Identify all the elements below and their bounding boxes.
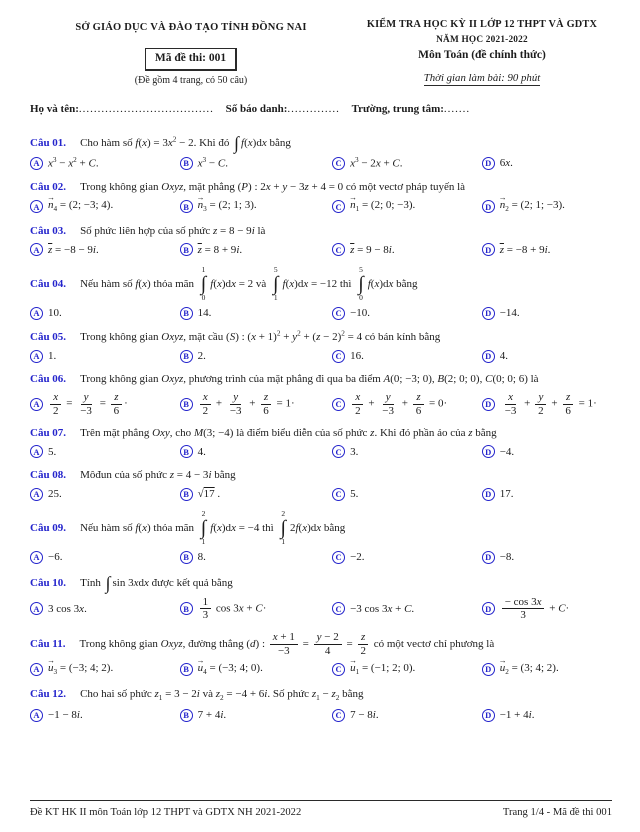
question-options [30, 487, 612, 502]
answer-option [332, 156, 474, 171]
question-stem-row [30, 468, 612, 483]
exam-note: (Đề gồm 4 trang, có 50 câu) [134, 75, 248, 87]
question-options [30, 445, 612, 460]
option-text: −1 + 4i. [499, 708, 535, 721]
option-text: 1. [48, 349, 57, 362]
option-letter-badge: C [332, 243, 345, 256]
question-stem: Cho hàm số $f(x) = 3x^2 - 2$. Khi đó ∫ f(x)dx bằng [80, 132, 291, 153]
answer-option [482, 349, 612, 364]
answer-option [30, 156, 172, 171]
answer-option [180, 445, 324, 460]
option-text: 3. [350, 445, 359, 458]
answer-option [482, 661, 612, 678]
option-text: → $n_3 = (2$; 1; 3). [198, 198, 257, 215]
question-stem-row [30, 631, 612, 657]
question-block [30, 224, 612, 257]
option-letter-badge: B [180, 243, 193, 256]
option-letter-badge: B [180, 602, 193, 615]
answer-option [482, 596, 612, 622]
option-text: −8. [499, 551, 515, 564]
answer-option [332, 708, 474, 723]
option-letter-badge: C [332, 551, 345, 564]
school-dotted-field: ....... [443, 103, 471, 116]
question-block [30, 372, 612, 417]
answer-option [332, 661, 474, 678]
question-block [30, 510, 612, 565]
option-letter-badge: B [180, 350, 193, 363]
answer-option [30, 602, 172, 617]
option-text: 4. [197, 445, 206, 458]
answer-option [332, 487, 474, 502]
question-block [30, 330, 612, 364]
question-options [30, 156, 612, 171]
option-text: −14. [499, 307, 520, 320]
question-options [30, 661, 612, 678]
option-text: $\frac{1}{3}$ cos 3x + C· [198, 596, 267, 622]
answer-option [482, 391, 612, 417]
option-letter-badge: B [180, 445, 193, 458]
option-letter-badge: C [332, 445, 345, 458]
option-text: $\overline{z} = 8 + 9i$. [197, 243, 243, 256]
page-footer [30, 800, 612, 820]
option-letter-badge: A [30, 551, 43, 564]
question-label: Câu 01. [30, 136, 67, 149]
question-stem: Trong không gian Oxyz, mặt phẳng (P) : 2x + y − 3z + 4 = 0 có một vectơ pháp tuyến là [80, 180, 466, 193]
option-text: → $u_2 = (3$; 4; 2). [500, 661, 559, 678]
option-text: → $n_4 = (2$; −3; 4). [48, 198, 113, 215]
option-text: → $n_1 = (2$; 0; −3). [350, 198, 415, 215]
header-left [30, 16, 352, 87]
question-block [30, 468, 612, 501]
question-label: Câu 05. [30, 331, 67, 344]
footer-left-text: Đề KT HK II môn Toán lớp 12 THPT và GDTX NH 2021-2022 [30, 807, 302, 819]
question-options [30, 349, 612, 364]
question-options [30, 596, 612, 622]
option-letter-badge: B [180, 200, 193, 213]
option-text: −1 − 8i. [48, 708, 83, 721]
question-label: Câu 04. [30, 277, 67, 290]
option-letter-badge: D [482, 602, 495, 615]
option-text: → $u_3 = (-3$; 4; 2). [48, 661, 113, 678]
duration-text: Thời gian làm bài: 90 phút [423, 72, 541, 85]
question-block [30, 574, 612, 622]
answer-option [180, 243, 324, 258]
name-label: Họ và tên: [30, 103, 79, 116]
question-stem: Số phức liên hợp của số phức z = 8 − 9i là [80, 225, 266, 238]
question-stem: Trong không gian Oxyz, phương trình của mặt phẳng đi qua ba điểm A(0; −3; 0), B(2; 0; 0), C(0; 0; 6) là [80, 373, 539, 386]
option-letter-badge: D [482, 200, 495, 213]
question-stem-row [30, 687, 612, 704]
option-letter-badge: A [30, 445, 43, 458]
question-block [30, 266, 612, 321]
option-letter-badge: C [332, 602, 345, 615]
page-header [30, 16, 612, 87]
exam-title-line2: NĂM HỌC 2021-2022 [436, 34, 528, 45]
option-letter-badge: B [180, 663, 193, 676]
footer-right-text: Trang 1/4 - Mã đề thi 001 [502, 807, 612, 819]
option-text: 7 + 4i. [197, 708, 227, 721]
option-text: 4. [499, 349, 508, 362]
option-text: −6. [48, 551, 63, 564]
answer-option [332, 550, 474, 565]
answer-option [482, 198, 612, 215]
exam-title-line1: KIỂM TRA HỌC KỲ II LỚP 12 THPT VÀ GDTX [366, 19, 598, 30]
option-letter-badge: C [332, 157, 345, 170]
answer-option [180, 306, 324, 321]
option-letter-badge: C [332, 709, 345, 722]
option-text: 10. [48, 307, 62, 320]
answer-option [332, 306, 474, 321]
option-letter-badge: A [30, 350, 43, 363]
answer-option [30, 550, 172, 565]
option-text: 7 − 8i. [350, 708, 379, 721]
option-text: $\overline{z} = 9 - 8i$. [350, 243, 395, 256]
answer-option [482, 708, 612, 723]
answer-option [30, 198, 172, 215]
option-letter-badge: C [332, 307, 345, 320]
answer-option [482, 445, 612, 460]
option-text: → $u_4 = (-3$; 4; 0). [198, 661, 263, 678]
answer-option [332, 198, 474, 215]
question-stem-row [30, 224, 612, 239]
questions [30, 125, 612, 723]
option-text: $\frac{x}{-3}$ + $\frac{y}{2}$ + $\frac{z}{6}$ = 1· [504, 390, 597, 417]
exam-code-box: Mã đề thi: 001 [145, 48, 237, 71]
option-text: 2. [197, 349, 206, 362]
option-letter-badge: B [180, 157, 193, 170]
question-options [30, 391, 612, 417]
answer-option [332, 349, 474, 364]
question-stem: Cho hai số phức $z_1 = 3 - 2i$ và $z_2 = -4 + 6i$. Số phức $z_1 - z_2$ bằng [80, 688, 364, 703]
option-text: $\overline{z} = -8 + 9i$. [499, 243, 551, 256]
option-text: √17 . [197, 487, 221, 500]
answer-option [332, 602, 474, 617]
option-letter-badge: D [482, 350, 495, 363]
option-letter-badge: C [332, 350, 345, 363]
answer-option [332, 243, 474, 258]
option-text: −4. [499, 445, 515, 458]
option-letter-badge: D [482, 709, 495, 722]
option-letter-badge: D [482, 398, 495, 411]
question-block [30, 134, 612, 171]
question-label: Câu 12. [30, 688, 67, 701]
question-label: Câu 07. [30, 427, 67, 440]
option-letter-badge: A [30, 663, 43, 676]
answer-option [482, 550, 612, 565]
option-text: 16. [350, 349, 364, 362]
option-text: −3 cos 3x + C. [350, 602, 415, 615]
option-text: 17. [499, 487, 514, 500]
question-label: Câu 06. [30, 373, 67, 386]
option-text: 25. [48, 487, 62, 500]
school-label: Trường, trung tâm: [351, 103, 444, 116]
answer-option [482, 156, 612, 171]
question-block [30, 631, 612, 678]
answer-option [30, 661, 172, 678]
answer-option [180, 156, 324, 171]
option-letter-badge: B [180, 307, 193, 320]
answer-option [30, 243, 172, 258]
question-stem-row [30, 510, 612, 546]
answer-option [482, 487, 612, 502]
answer-option [482, 243, 612, 258]
question-stem: Nếu hàm số f(x) thỏa mãn 1 ∫ 0 f(x)dx = 2 và 5 ∫ 1 f(x)dx = −12 thì 5 ∫ 0 f(x)dx bằng [80, 265, 418, 303]
answer-option [30, 349, 172, 364]
option-text: 6x. [499, 157, 513, 170]
option-letter-badge: D [482, 663, 495, 676]
option-text: 14. [197, 307, 212, 320]
answer-option [30, 487, 172, 502]
answer-option [332, 391, 474, 417]
option-text: → $n_2 = (2$; 1; −3). [500, 198, 565, 215]
question-label: Câu 11. [30, 637, 66, 650]
question-options [30, 198, 612, 215]
option-text: 3 cos 3x. [48, 602, 87, 615]
answer-option [180, 661, 324, 678]
question-options [30, 708, 612, 723]
option-text: $\frac{x}{2}$ + $\frac{y}{-3}$ + $\frac{z}{6}$ = 0· [350, 391, 447, 417]
answer-option [30, 708, 172, 723]
answer-option [180, 487, 324, 502]
question-stem: Môđun của số phức z = 4 − 3i bằng [80, 469, 236, 482]
option-text: $\frac{x}{2}$ + $\frac{y}{-3}$ + $\frac{z}{6}$ = 1· [198, 391, 295, 417]
option-text: $\overline{z} = -8 - 9i$. [48, 243, 99, 256]
duration-line [352, 71, 612, 86]
question-label: Câu 10. [30, 576, 67, 589]
id-label: Số báo danh: [225, 103, 288, 116]
question-label: Câu 03. [30, 225, 67, 238]
question-options [30, 306, 612, 321]
question-stem: Trên mặt phẳng Oxy, cho M(3; −4) là điểm biểu diễn của số phức z. Khi đó phần ảo của z bằng [80, 427, 497, 440]
question-label: Câu 09. [30, 521, 67, 534]
question-options [30, 550, 612, 565]
question-stem: Trong không gian Oxyz, mặt cầu (S) : $(x + 1)^2 + y^2 + (z - 2)^2 = 4$ có bán kính bằng [80, 329, 441, 344]
question-stem-row [30, 134, 612, 152]
option-letter-badge: C [332, 663, 345, 676]
option-text: 5. [48, 445, 57, 458]
answer-option [482, 306, 612, 321]
option-text: −10. [350, 307, 371, 320]
question-block [30, 180, 612, 215]
subject-line: Môn Toán (đề chính thức) [418, 48, 546, 61]
option-text: $\frac{- \cos 3x}{3}$ + C· [500, 596, 570, 622]
question-block [30, 426, 612, 459]
option-letter-badge: A [30, 157, 43, 170]
option-letter-badge: A [30, 200, 43, 213]
option-letter-badge: D [482, 445, 495, 458]
option-text: $x^3 - 2x + C$. [350, 155, 403, 170]
question-block [30, 687, 612, 722]
option-letter-badge: A [30, 488, 43, 501]
answer-option [30, 306, 172, 321]
question-stem-row [30, 372, 612, 387]
answer-option [180, 596, 324, 622]
name-dotted-field: .................................... [78, 103, 214, 116]
option-text: $x^3 - x^2 + C$. [48, 155, 99, 170]
option-letter-badge: D [482, 157, 495, 170]
option-letter-badge: B [180, 551, 193, 564]
question-stem-row [30, 180, 612, 195]
header-right [352, 16, 612, 87]
question-stem: Nếu hàm số f(x) thỏa mãn 2 ∫ 1 f(x)dx = −4 thì 2 ∫ 1 2f(x)dx bằng [80, 509, 346, 547]
department-name: SỞ GIÁO DỤC VÀ ĐÀO TẠO TỈNH ĐỒNG NAI [75, 22, 307, 33]
option-text: −2. [350, 551, 365, 564]
question-options [30, 243, 612, 258]
option-letter-badge: A [30, 243, 43, 256]
option-letter-badge: A [30, 307, 43, 320]
option-letter-badge: B [180, 398, 193, 411]
option-letter-badge: C [332, 488, 345, 501]
option-letter-badge: D [482, 488, 495, 501]
id-dotted-field: .............. [287, 103, 340, 116]
answer-option [180, 349, 324, 364]
option-text: $\frac{x}{2}$ = $\frac{y}{-3}$ = $\frac{z}{6}$ · [48, 391, 128, 417]
answer-option [180, 708, 324, 723]
answer-option [30, 445, 172, 460]
question-label: Câu 08. [30, 469, 67, 482]
option-text: 8. [197, 551, 206, 564]
question-stem-row [30, 266, 612, 302]
option-letter-badge: B [180, 488, 193, 501]
option-text: $x^3 - C$. [197, 155, 228, 170]
answer-option [180, 391, 324, 417]
question-stem: Trong không gian Oxyz, đường thẳng (d) : $\frac{x + 1}{-3}$ = $\frac{y - 2}{4}$ = $\frac{z}{2}$ có một vectơ chỉ phương là [79, 631, 495, 657]
question-stem-row [30, 574, 612, 592]
option-letter-badge: B [180, 709, 193, 722]
option-text: 5. [350, 487, 359, 500]
option-letter-badge: C [332, 200, 345, 213]
student-info-line [30, 102, 612, 117]
question-label: Câu 02. [30, 180, 67, 193]
option-letter-badge: C [332, 398, 345, 411]
question-stem-row [30, 426, 612, 441]
option-letter-badge: D [482, 307, 495, 320]
answer-option [30, 391, 172, 417]
option-text: → $u_1 = (-1$; 2; 0). [350, 661, 415, 678]
option-letter-badge: A [30, 602, 43, 615]
option-letter-badge: D [482, 243, 495, 256]
answer-option [332, 445, 474, 460]
question-stem-row [30, 330, 612, 345]
answer-option [180, 550, 324, 565]
option-letter-badge: D [482, 551, 495, 564]
answer-option [180, 198, 324, 215]
option-letter-badge: A [30, 398, 43, 411]
option-letter-badge: A [30, 709, 43, 722]
question-stem: Tính ∫ sin 3xdx được kết quả bằng [80, 572, 233, 593]
